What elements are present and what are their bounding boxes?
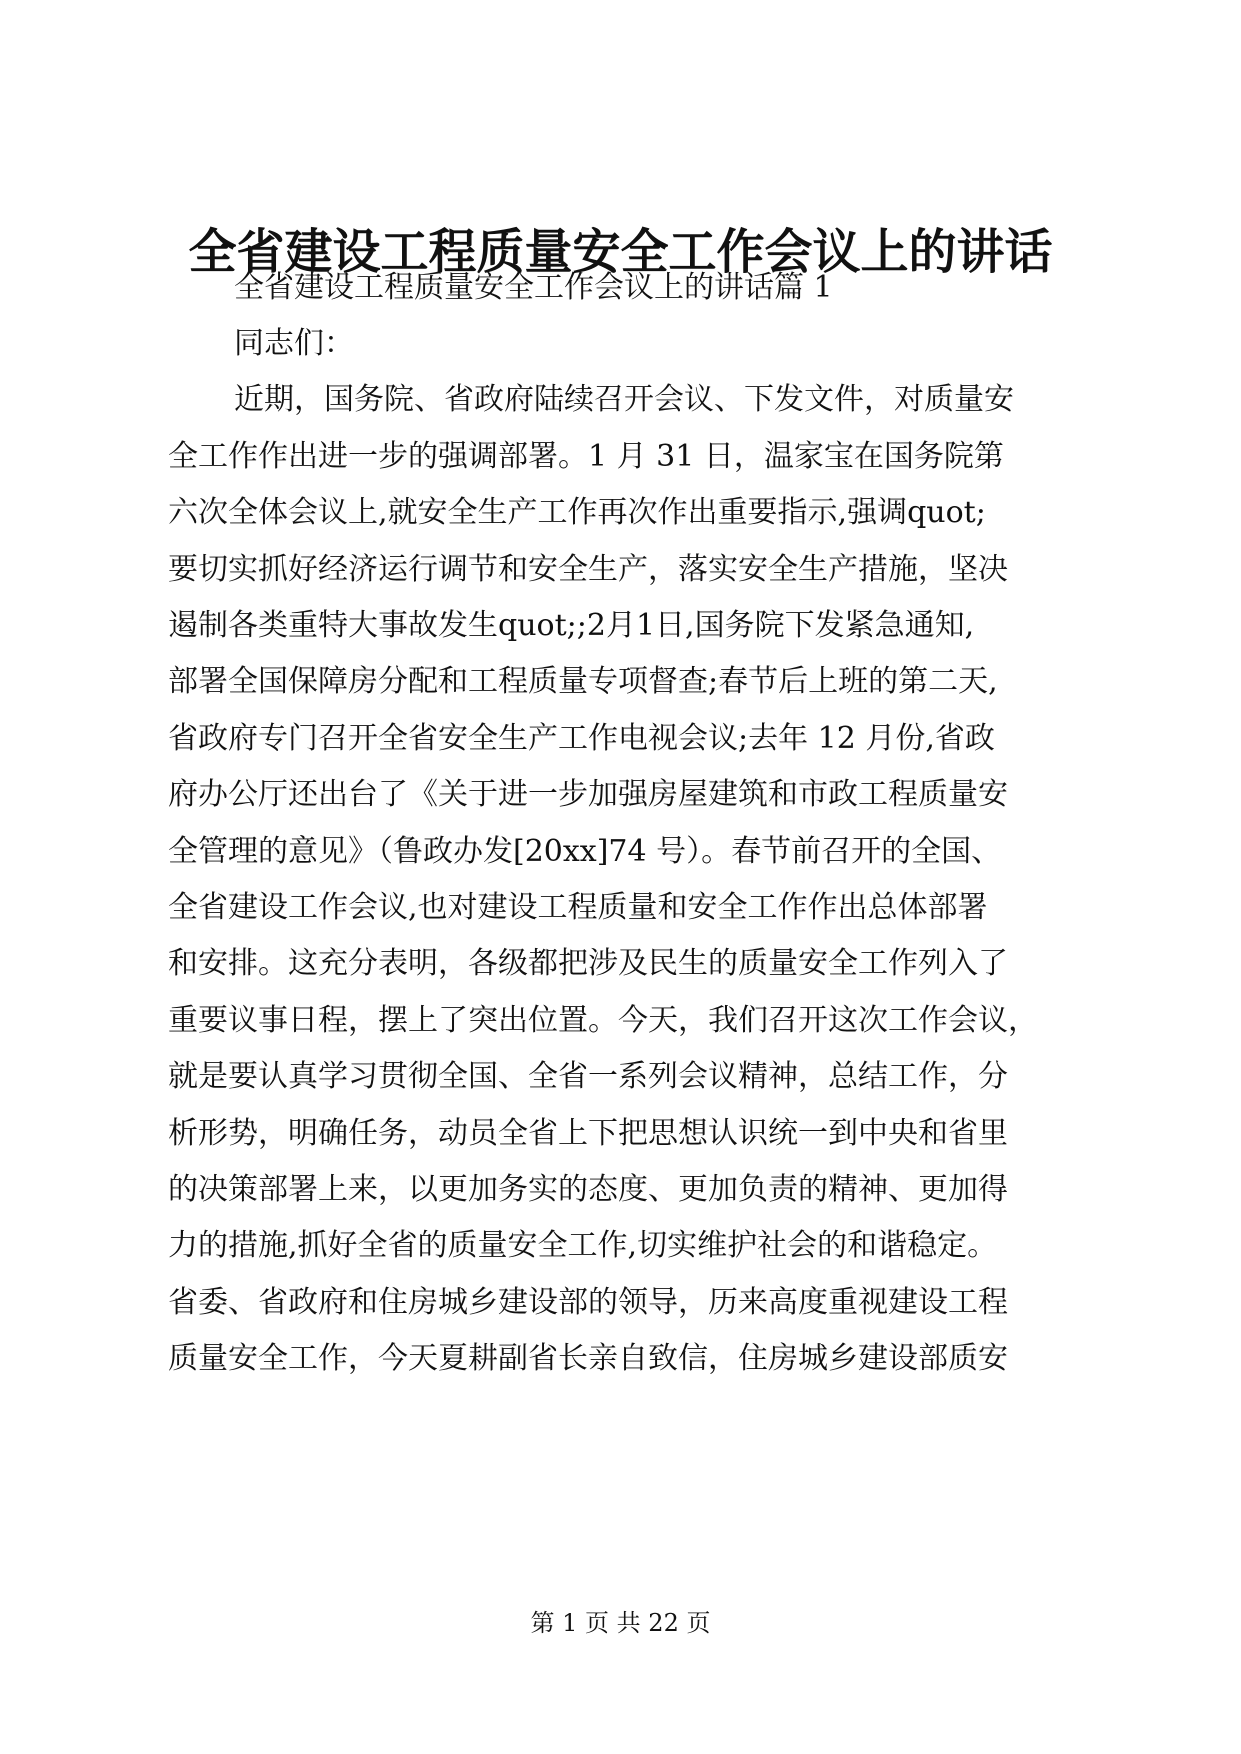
body-line: 遏制各类重特大事故发生quot;;2月1日,国务院下发紧急通知, (168, 608, 975, 643)
body-line: 府办公厅还出台了《关于进一步加强房屋建筑和市政工程质量安 (168, 777, 1008, 812)
body-line: 全管理的意见》（鲁政办发[20xx]74 号）。春节前召开的全国、 (168, 834, 1002, 869)
body-line: 六次全体会议上,就安全生产工作再次作出重要指示,强调quot; (168, 495, 986, 530)
body-line: 力的措施,抓好全省的质量安全工作,切实维护社会的和谐稳定。 (168, 1228, 998, 1263)
salutation: 同志们： (234, 326, 354, 361)
body-line: 的决策部署上来，以更加务实的态度、更加负责的精神、更加得 (168, 1172, 1008, 1207)
body-line: 析形势，明确任务，动员全省上下把思想认识统一到中央和省里 (168, 1116, 1008, 1151)
body-line: 质量安全工作，今天夏耕副省长亲自致信，住房城乡建设部质安 (168, 1341, 1008, 1376)
body-line: 就是要认真学习贯彻全国、全省一系列会议精神，总结工作，分 (168, 1059, 1008, 1094)
body-line: 部署全国保障房分配和工程质量专项督查;春节后上班的第二天, (168, 664, 998, 699)
body-line: 全工作作出进一步的强调部署。1 月 31 日，温家宝在国务院第 (168, 439, 1004, 474)
body-line: 全省建设工作会议,也对建设工程质量和安全工作作出总体部署 (168, 890, 988, 925)
document-title: 全省建设工程质量安全工作会议上的讲话 (188, 224, 1053, 280)
body-line: 省政府专门召开全省安全生产工作电视会议;去年 12 月份,省政 (168, 721, 995, 756)
body-line: 近期，国务院、省政府陆续召开会议、下发文件，对质量安 (234, 382, 1014, 417)
body-line: 重要议事日程，摆上了突出位置。今天，我们召开这次工作会议， (168, 1003, 1038, 1038)
body-line: 要切实抓好经济运行调节和安全生产，落实安全生产措施，坚决 (168, 552, 1008, 587)
body-line: 省委、省政府和住房城乡建设部的领导，历来高度重视建设工程 (168, 1285, 1008, 1320)
section-heading: 全省建设工程质量安全工作会议上的讲话篇 1 (234, 270, 833, 305)
page-footer: 第 1 页 共 22 页 (530, 1609, 711, 1637)
body-line: 和安排。这充分表明，各级都把涉及民生的质量安全工作列入了 (168, 946, 1008, 981)
